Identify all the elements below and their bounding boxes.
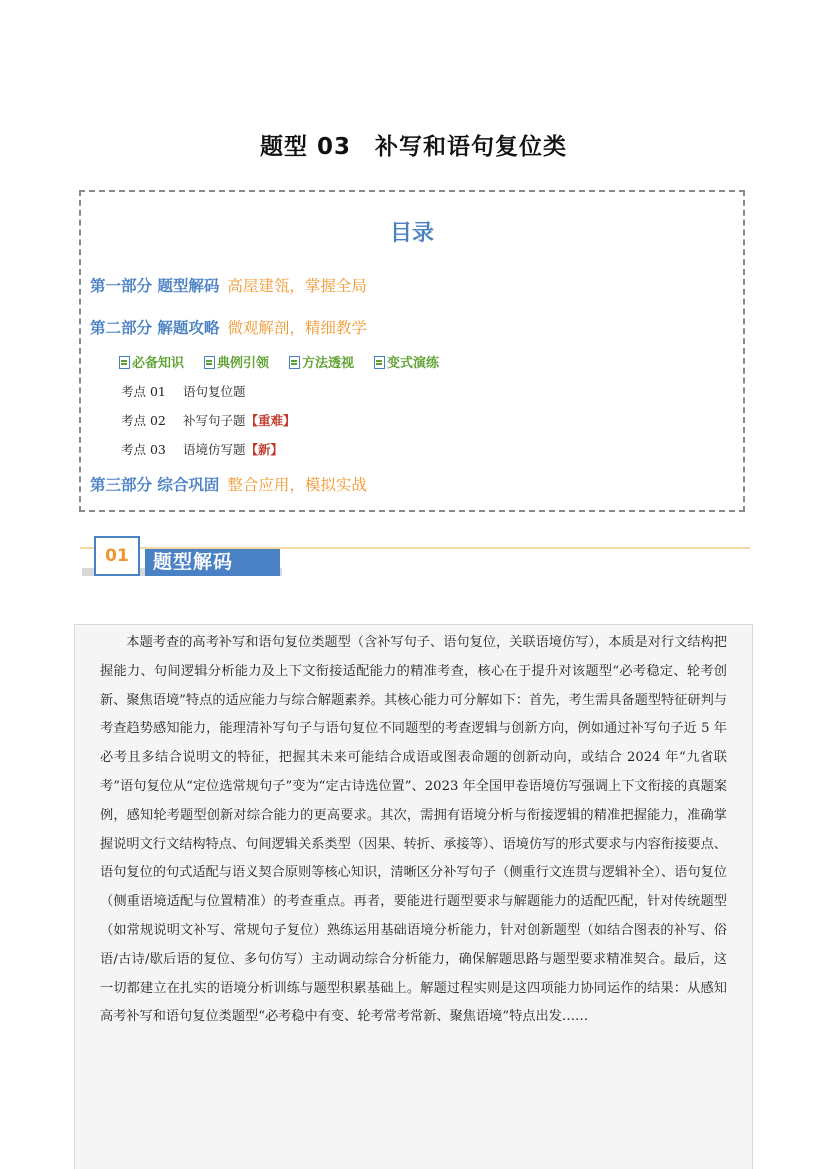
tab-bibei-zhishi[interactable]	[119, 352, 184, 371]
kaodian-number: 考点 01	[121, 384, 166, 399]
tab-label: 必备知识	[132, 356, 185, 371]
document-icon	[289, 356, 300, 369]
page-title: 题型 03 补写和语句复位类	[259, 134, 567, 160]
tab-bianshi-yanlian[interactable]	[374, 352, 439, 371]
content-box	[74, 624, 753, 1169]
toc-part-3-sub: 整合应用，模拟实战	[227, 476, 367, 494]
kaodian-item-2[interactable]	[121, 411, 296, 429]
kaodian-text: 语境仿写题	[183, 442, 246, 457]
toc-part-2-sub: 微观解剖，精细教学	[227, 319, 367, 337]
document-icon	[374, 356, 385, 369]
tab-label: 方法透视	[302, 356, 355, 371]
tab-fangfa-toushi[interactable]	[289, 352, 354, 371]
kaodian-text: 补写句子题	[183, 413, 246, 428]
document-icon	[119, 356, 130, 369]
document-icon	[204, 356, 215, 369]
tab-label: 变式演练	[387, 356, 440, 371]
kaodian-text: 语句复位题	[183, 384, 246, 399]
kaodian-item-3[interactable]	[121, 440, 283, 458]
toc-tabs	[119, 352, 459, 371]
toc-part-3[interactable]	[90, 473, 367, 495]
table-of-contents	[79, 190, 745, 512]
kaodian-number: 考点 03	[121, 442, 166, 457]
kaodian-number: 考点 02	[121, 413, 166, 428]
toc-part-2[interactable]	[90, 316, 367, 338]
content-paragraph: 本题考查的高考补写和语句复位类题型（含补写句子、语句复位，关联语境仿写），本质是对行文结构把握能力、句间逻辑分析能力及上下文衔接适配能力的精准考查，核心在于提升对该题型“必考稳定、轮考创新、聚焦语境”特点的适应能力与综合解题素养。其核心能力可分解如下：首先，考生需具备题型特征研判与考查趋势感知能力，能理清补写句子与语句复位不同题型的考查逻辑与创新方向，例如通过补写句子近 5 年必考且多结合说明文的特征，把握其未来可能结合成语或图表命题的创新动向，或结合 2024 年“九省联考”语句复位从“定位选常规句子”变为“定古诗选位置”、2023 年全国甲卷语境仿写强调上下文衔接的真题案例，感知轮考题型创新对综合能力的更高要求。其次，需拥有语境分析与衔接逻辑的精准把握能力，准确掌握说明文行文结构特点、句间逻辑关系类型（因果、转折、承接等）、语境仿写的形式要求与内容衔接要点、语句复位的句式适配与语义契合原则等核心知识，清晰区分补写句子（侧重行文连贯与逻辑补全）、语句复位（侧重语境适配与位置精准）的考查重点。再者，要能进行题型要求与解题能力的适配匹配，针对传统题型（如常规说明文补写、常规句子复位）熟练运用基础语境分析能力，针对创新题型（如结合图表的补写、俗语/古诗/歇后语的复位、多句仿写）主动调动综合分析能力，确保解题思路与题型要求精准契合。最后，这一切都建立在扎实的语境分析训练与题型积累基础上。解题过程实则是这四项能力协同运作的结果：从感知高考补写和语句复位类题型“必考稳中有变、轮考常考常新、聚焦语境”特点出发……	[100, 635, 727, 1025]
toc-heading: 目录	[389, 221, 434, 246]
toc-part-1-sub: 高屋建瓴，掌握全局	[227, 277, 367, 295]
kaodian-item-1[interactable]	[121, 382, 246, 400]
toc-part-1-label: 第一部分 题型解码	[90, 277, 220, 295]
toc-part-1[interactable]	[90, 274, 367, 296]
toc-part-3-label: 第三部分 综合巩固	[90, 476, 220, 494]
kaodian-tag: 【重难】	[245, 413, 296, 428]
tab-label: 典例引领	[217, 356, 270, 371]
tab-dianli-yinling[interactable]	[204, 352, 269, 371]
kaodian-tag: 【新】	[245, 442, 284, 457]
section-number: 01	[94, 536, 140, 576]
toc-part-2-label: 第二部分 解题攻略	[90, 319, 220, 337]
section-title: 题型解码	[153, 551, 234, 573]
